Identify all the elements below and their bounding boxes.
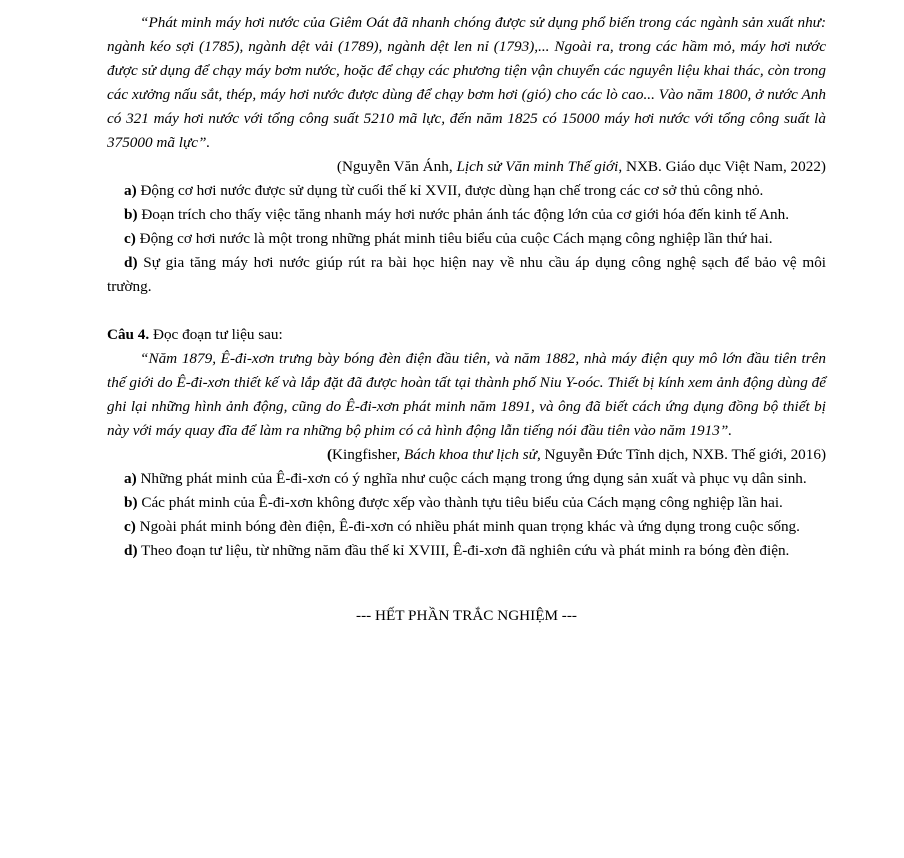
statement-text: Những phát minh của Ê-đi-xơn có ý nghĩa như cuộc cách mạng trong ứng dụng sản xuất và phục vụ dân sinh. (140, 470, 807, 487)
source-author: Kingfisher, (332, 446, 404, 463)
question-3-statement-d (107, 251, 826, 299)
question-3-section (107, 11, 826, 299)
source-publisher: , Nguyễn Đức Tĩnh dịch, NXB. Thế giới, 2016) (536, 446, 826, 463)
source-book-title: Lịch sử Văn minh Thế giới (456, 158, 619, 175)
question-3-quote: “Phát minh máy hơi nước của Giêm Oát đã nhanh chóng được sử dụng phổ biến trong các ngành sản xuất như: ngành kéo sợi (1785), ngành dệt vải (1789), ngành dệt len nỉ (1793),... Ngoài ra, trong các hầm mỏ, máy hơi nước được sử dụng để chạy máy bơm nước, hoặc để chạy các phương tiện vận chuyển các nguyên liệu khai thác, còn trong các xưởng nấu sắt, thép, máy hơi nước được dùng để chạy bơm hơi (gió) cho các lò cao... Vào năm 1800, ở nước Anh có 321 máy hơi nước với tổng công suất 5210 mã lực, đến năm 1825 có 15000 máy hơi nước với tổng công suất là 375000 mã lực”. (107, 14, 826, 151)
source-open-paren: ( (336, 158, 342, 175)
statement-key: c) (124, 518, 136, 535)
end-of-section-marker: --- HẾT PHẦN TRẮC NGHIỆM --- (356, 607, 577, 624)
question-4-statement-c (107, 515, 826, 539)
statement-text: Động cơ hơi nước được sử dụng từ cuối thế kỉ XVII, được dùng hạn chế trong các cơ sở thủ công nhỏ. (140, 182, 764, 199)
statement-key: c) (124, 230, 136, 247)
statement-text: Các phát minh của Ê-đi-xơn không được xếp vào thành tựu tiêu biểu của Cách mạng công nghiệp lần hai. (141, 494, 783, 511)
question-4-source (107, 443, 826, 467)
exam-page (107, 11, 826, 628)
statement-key: b) (124, 206, 138, 223)
question-4-label: Câu 4. (107, 326, 150, 343)
question-4-heading (107, 323, 826, 347)
question-4-quote: “Năm 1879, Ê-đi-xơn trưng bày bóng đèn điện đầu tiên, và năm 1882, nhà máy điện quy mô lớn đầu tiên trên thế giới do Ê-đi-xơn thiết kế và lắp đặt đã được hoàn tất tại thành phố Niu Y-oóc. Thiết bị kính xem ảnh động dùng để ghi lại những hình ảnh động, cũng do Ê-đi-xơn phát minh năm 1891, và ông đã biết cách ứng dụng đồng bộ thiết bị này với máy quay đĩa để làm ra những bộ phim có cả hình động lẫn tiếng nói đầu tiên vào năm 1913”. (107, 350, 826, 439)
spacer (107, 299, 826, 323)
question-3-statement-a (107, 179, 826, 203)
question-4-statement-b (107, 491, 826, 515)
statement-text: Động cơ hơi nước là một trong những phát minh tiêu biểu của cuộc Cách mạng công nghiệp lần thứ hai. (139, 230, 773, 247)
statement-text: Ngoài phát minh bóng đèn điện, Ê-đi-xơn có nhiều phát minh quan trọng khác và ứng dụng trong cuộc sống. (139, 518, 800, 535)
question-3-statement-c (107, 227, 826, 251)
source-book-title: Bách khoa thư lịch sử (403, 446, 537, 463)
source-open-paren: ( (326, 446, 333, 463)
statement-text: Đoạn trích cho thấy việc tăng nhanh máy hơi nước phản ánh tác động lớn của cơ giới hóa đến kinh tế Anh. (141, 206, 790, 223)
question-4-statement-d (107, 539, 826, 563)
statement-key: a) (124, 182, 137, 199)
question-4-statement-a (107, 467, 826, 491)
question-3-source (107, 155, 826, 179)
question-4-section (107, 323, 826, 563)
statement-key: a) (124, 470, 137, 487)
statement-text: Theo đoạn tư liệu, từ những năm đầu thế kỉ XVIII, Ê-đi-xơn đã nghiên cứu và phát minh ra bóng đèn điện. (141, 542, 790, 559)
question-4-prompt: Đọc đoạn tư liệu sau: (153, 326, 283, 343)
statement-text: Sự gia tăng máy hơi nước giúp rút ra bài học hiện nay về nhu cầu áp dụng công nghệ sạch để bảo vệ môi trường. (107, 254, 827, 295)
statement-key: b) (124, 494, 138, 511)
statement-key: d) (124, 542, 138, 559)
source-publisher: , NXB. Giáo dục Việt Nam, 2022) (618, 158, 826, 175)
statement-key: d) (124, 254, 138, 271)
question-3-statement-b (107, 203, 826, 227)
source-author: Nguyễn Văn Ánh, (341, 158, 457, 175)
